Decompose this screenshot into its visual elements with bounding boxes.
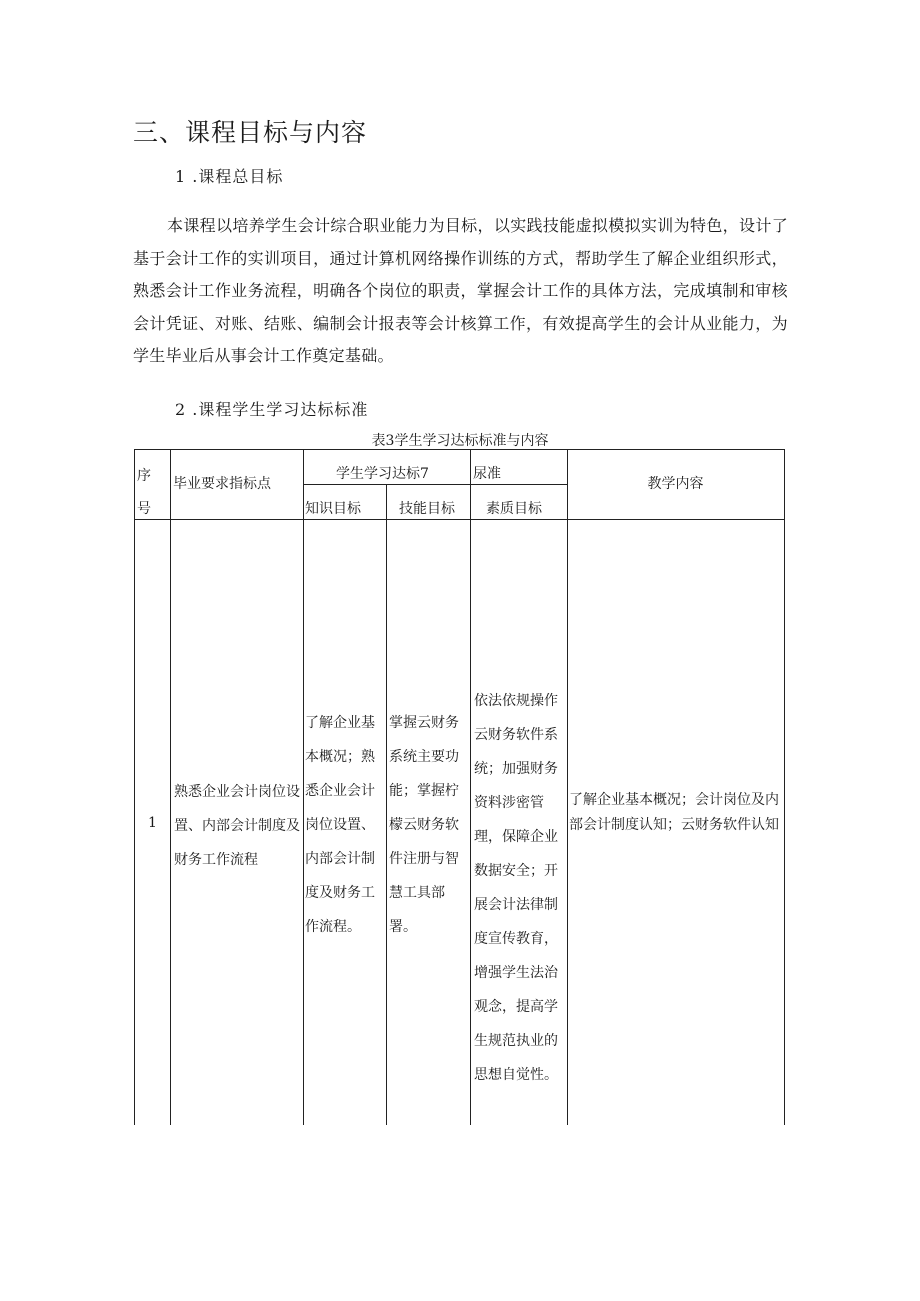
header-divider — [303, 484, 567, 485]
row-indicator: 熟悉企业会计岗位设置、内部会计制度及财务工作流程 — [174, 784, 300, 868]
table-caption: 表3学生学习达标标准与内容 — [371, 433, 549, 449]
table-right-border — [784, 449, 785, 1125]
row-skill: 掌握云财务系统主要功能；掌握柠檬云财务软件注册与智慧工具部署。 — [389, 715, 459, 935]
column-divider — [303, 449, 304, 1125]
subsection-title-standards: 2 .课程学生学习达标标准 — [175, 400, 369, 419]
column-divider — [470, 449, 471, 1125]
row-knowledge: 了解企业基本概况；熟悉企业会计岗位设置、内部会计制度及财务工作流程。 — [305, 715, 375, 935]
row-content: 了解企业基本概况；会计岗位及内部会计制度认知；云财务软件认知 — [569, 792, 779, 833]
table-left-border — [134, 449, 135, 1125]
column-divider — [386, 484, 387, 1125]
header-standard-part-b: 尿准 — [473, 466, 501, 482]
column-divider — [170, 449, 171, 1125]
row-seq: 1 — [148, 815, 157, 831]
table-top-border — [134, 449, 785, 450]
header-seq-line2: 号 — [137, 501, 151, 517]
goal-paragraph: 本课程以培养学生会计综合职业能力为目标，以实践技能虚拟模拟实训为特色，设计了基于会计工作的实训项目，通过计算机网络操作训练的方式，帮助学生了解企业组织形式，熟悉会计工作业务流程，明确各个岗位的职责，掌握会计工作的具体方法，完成填制和审核会计凭证、对账、结账、编制会计报表等会计核算工作，有效提高学生的会计从业能力，为学生毕业后从事会计工作奠定基础。 — [133, 216, 788, 365]
header-quality: 素质目标 — [486, 501, 542, 517]
header-indicator: 毕业要求指标点 — [173, 476, 271, 492]
column-divider — [567, 449, 568, 1125]
header-standard-part-a: 学生学习达标7 — [336, 466, 429, 482]
row-quality: 依法依规操作云财务软件系统；加强财务资料涉密管理，保障企业数据安全；开展会计法律制度宣传教育，增强学生法治观念，提高学生规范执业的思想自觉性。 — [474, 693, 558, 1083]
section-title: 三、课程目标与内容 — [133, 118, 368, 147]
header-seq-line1: 序 — [137, 468, 151, 484]
header-bottom-border — [134, 519, 785, 520]
header-content: 教学内容 — [647, 476, 704, 492]
header-skill: 技能目标 — [399, 501, 455, 517]
header-knowledge: 知识目标 — [305, 501, 361, 517]
subsection-title-goal: 1 .课程总目标 — [175, 167, 284, 186]
